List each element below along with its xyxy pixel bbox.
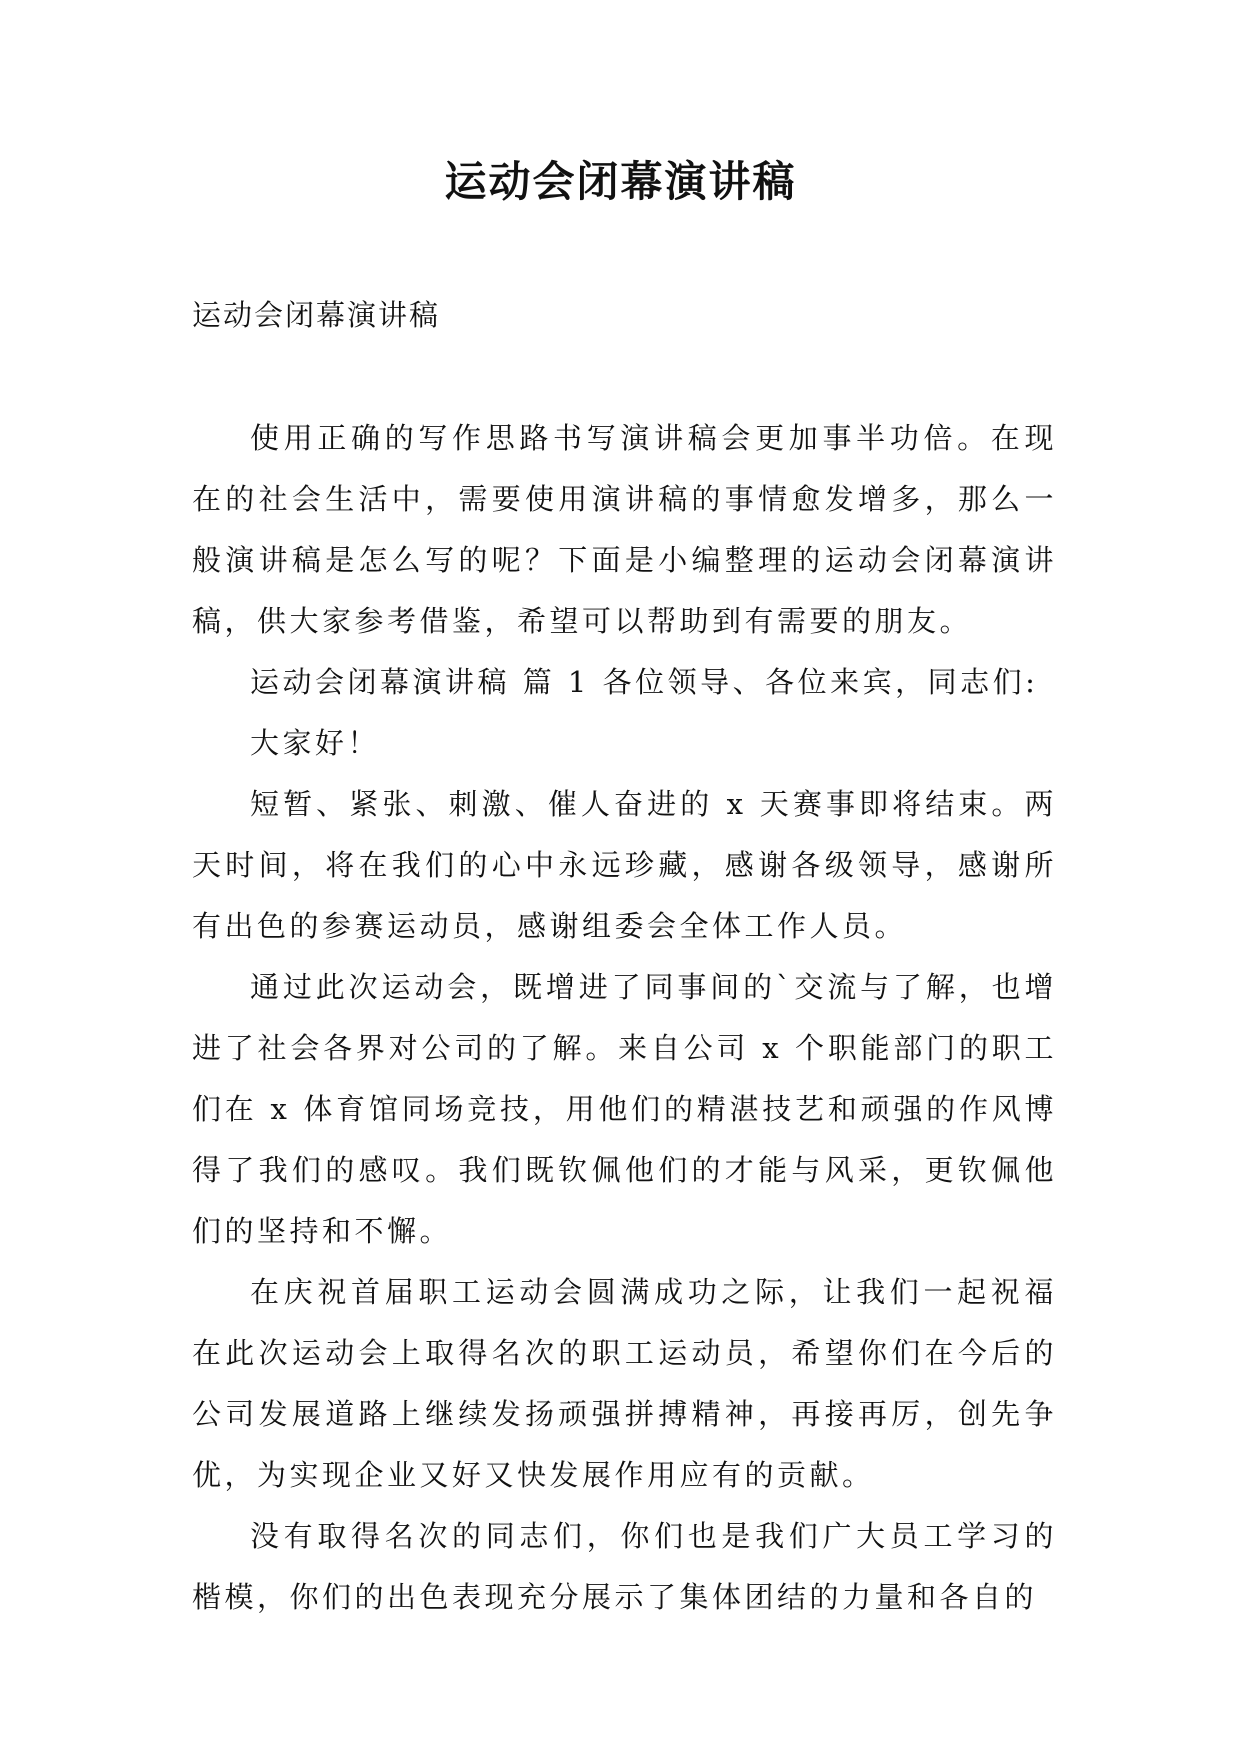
paragraph-body: 短暂、紧张、刺激、催人奋进的 x 天赛事即将结束。两天时间，将在我们的心中永远珍藏，感谢各级领导，感谢所有出色的参赛运动员，感谢组委会全体工作人员。 [192, 787, 1057, 943]
paragraph-intro: 使用正确的写作思路书写演讲稿会更加事半功倍。在现在的社会生活中，需要使用演讲稿的事情愈发增多，那么一般演讲稿是怎么写的呢？下面是小编整理的运动会闭幕演讲稿，供大家参考借鉴，希望可以帮助到有需要的朋友。 [192, 421, 1057, 638]
document-body [192, 408, 1057, 1628]
paragraph-greeting: 大家好！ [250, 726, 381, 760]
document-title: 运动会闭幕演讲稿 [444, 157, 797, 206]
paragraph-body: 在庆祝首届职工运动会圆满成功之际，让我们一起祝福在此次运动会上取得名次的职工运动员，希望你们在今后的公司发展道路上继续发扬顽强拼搏精神，再接再厉，创先争优，为实现企业又好又快发展作用应有的贡献。 [192, 1275, 1057, 1492]
paragraph-body: 没有取得名次的同志们，你们也是我们广大员工学习的楷模，你们的出色表现充分展示了集体团结的力量和各自的 [192, 1519, 1057, 1614]
paragraph-body: 通过此次运动会，既增进了同事间的`交流与了解，也增进了社会各界对公司的了解。来自公司 x 个职能部门的职工们在 x 体育馆同场竞技，用他们的精湛技艺和顽强的作风博得了我们的感叹。我们既钦佩他们的才能与风采，更钦佩他们的坚持和不懈。 [192, 970, 1057, 1248]
paragraph-heading: 运动会闭幕演讲稿 篇 1 各位领导、各位来宾，同志们: [250, 665, 1039, 699]
document-subtitle: 运动会闭幕演讲稿 [192, 298, 441, 332]
